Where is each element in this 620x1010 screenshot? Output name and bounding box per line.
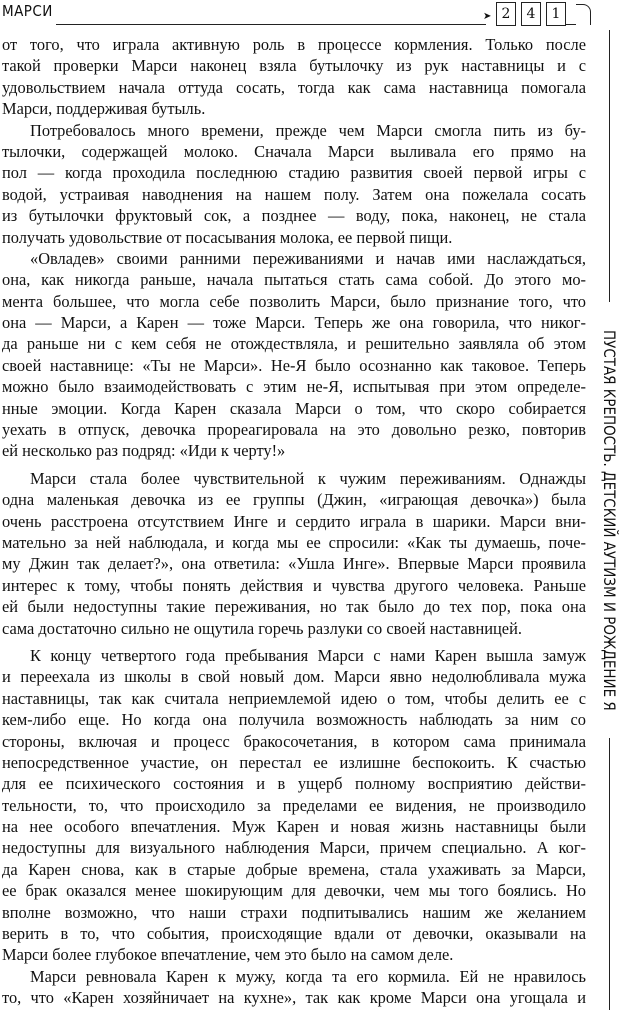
text-line: К концу четвертого года пребывания Марси с нами Карен вышла замуж xyxy=(30,645,586,665)
paragraph xyxy=(2,645,586,966)
text-line: тельности, то, что происходило за пределами ее видения, не производило xyxy=(2,795,586,815)
text-line: то, что «Карен хозяйничает на кухне», так как кроме Марси она угощала и xyxy=(2,988,586,1008)
text-line: тылочки, содержащей молоко. Сначала Марси выливала его прямо на xyxy=(2,141,586,161)
text-line: своей наставнице: «Ты не Марси». Не-Я было осознанно как таковое. Теперь xyxy=(2,355,586,375)
paragraph xyxy=(2,468,586,639)
text-line: Марси, поддерживая бутыль. xyxy=(2,99,206,119)
page-number-digit: 2 xyxy=(496,2,516,26)
text-line: «Овладев» своими ранними переживаниями и начав ими наслаждаться, xyxy=(30,248,586,268)
text-line: да раньше ни с кем себя не отождествляла, и решительно заявляла об этом xyxy=(2,334,586,354)
side-rule-bottom xyxy=(609,738,610,1010)
paragraph xyxy=(2,966,586,1009)
text-line: можно было взаимодействовать с этим не-Я, испытывая при этом определе- xyxy=(2,377,586,397)
text-line: одна маленькая девочка из ее группы (Джин, «играющая девочка») была xyxy=(2,490,586,510)
text-line: Марси более глубокое впечатление, чем это было на самом деле. xyxy=(2,945,454,965)
text-line: она, как никогда раньше, начала пытаться стать сама собой. До этого мо- xyxy=(2,270,586,290)
text-line: водой, устраивая наводнения на нашем полу. Затем она пожелала сосать xyxy=(2,184,586,204)
text-line: ей несколько раз подряд: «Иди к черту!» xyxy=(2,441,286,461)
text-line: вполне возможно, что наши страхи подпитывались нашим же желанием xyxy=(2,902,586,922)
header-arrow-icon: ➤ xyxy=(483,11,492,22)
text-line: получать удовольствие от посасывания молока, ее первой пищи. xyxy=(2,227,453,247)
side-running-title: ПУСТАЯ КРЕПОСТЬ. ДЕТСКИЙ АУТИЗМ И РОЖДЕНИЕ Я xyxy=(600,330,619,711)
paragraph xyxy=(2,120,586,248)
text-line: нные эмоции. Когда Карен сказала Марси о том, что скоро собирается xyxy=(2,398,586,418)
side-rule-top xyxy=(609,30,610,302)
text-line: верить в то, что события, происходящие вдали от девочки, оказывали на xyxy=(2,924,586,944)
header-corner-hook xyxy=(576,4,591,25)
text-line: интерес к тому, чтобы понять действия и чувства другого человека. Раньше xyxy=(2,575,586,595)
running-head-title: МАРСИ xyxy=(2,2,53,20)
text-line: пол — когда проходила последнюю стадию развития своей первой игры с xyxy=(2,163,586,183)
text-line: очень расстроена отсутствием Инге и сердито играла в шарики. Марси вни- xyxy=(2,511,586,531)
text-line: уехать в отпуск, девочка прореагировала на это довольно резко, повторив xyxy=(2,420,586,440)
body-text xyxy=(2,34,586,1009)
text-line: да Карен снова, как в старые добрые времена, стала ухаживать за Марси, xyxy=(2,859,586,879)
text-line: из бутылочки фруктовый сок, а позднее — воду, пока, наконец, не стала xyxy=(2,206,586,226)
header-rule xyxy=(56,24,486,25)
text-line: и переехала из школы в свой новый дом. Марси явно недолюбливала мужа xyxy=(2,667,586,687)
text-line: ее брак оказался менее шокирующим для девочки, чем мы того боялись. Но xyxy=(2,881,586,901)
text-line: ей были недоступны такие переживания, но так было до тех пор, пока она xyxy=(2,597,586,617)
text-line: Потребовалось много времени, прежде чем Марси смогла пить из бу- xyxy=(30,120,586,140)
text-line: стороны, включая и процесс бракосочетания, в котором сама принимала xyxy=(2,731,586,751)
text-line: Марси стала более чувствительной к чужим переживаниям. Однажды xyxy=(30,468,586,488)
text-line: от того, что играла активную роль в процессе кормления. Только после xyxy=(2,35,586,54)
text-line: му Джин так делает?», она ответила: «Ушла Инге». Впервые Марси проявила xyxy=(2,554,586,574)
text-line: непосредственное участие, он перестал ее излишне беспокоить. К счастью xyxy=(2,752,586,772)
text-line: наставницы, так как считала неприемлемой идею о том, чтобы делить ее с xyxy=(2,688,586,708)
text-line: кем-либо еще. Но когда она получила возможность наблюдать за ним со xyxy=(2,710,586,730)
paragraph xyxy=(2,34,586,120)
text-line: мента большее, что могла себе позволить Марси, было признание того, что xyxy=(2,291,586,311)
text-line: она — Марси, а Карен — тоже Марси. Теперь же она говорила, что никог- xyxy=(2,313,586,333)
text-line: такой проверки Марси наконец взяла бутылочку из рук наставницы и с xyxy=(2,56,586,76)
page-number-digit: 4 xyxy=(521,2,541,26)
text-line: удовольствием начала оттуда сосать, тогда как сама наставница помогала xyxy=(2,77,586,97)
header-rule-right xyxy=(566,24,576,25)
text-line: Марси ревновала Карен к мужу, когда та его кормила. Ей не нравилось xyxy=(30,966,586,986)
text-line: на нее особого впечатления. Муж Карен и новая жизнь наставницы были xyxy=(2,817,586,837)
paragraph xyxy=(2,248,586,462)
text-line: для ее психического состояния и в ущерб полному восприятию действи- xyxy=(2,774,586,794)
text-line: мательно за ней наблюдала, и когда мы ее спросили: «Как ты думаешь, поче- xyxy=(2,532,586,552)
text-line: сама достаточно сильно не ощутила горечь разлуки со своей наставницей. xyxy=(2,618,522,638)
page-number-digit: 1 xyxy=(546,2,566,26)
text-line: недоступны для визуального наблюдения Марси, причем специально. А ког- xyxy=(2,838,586,858)
